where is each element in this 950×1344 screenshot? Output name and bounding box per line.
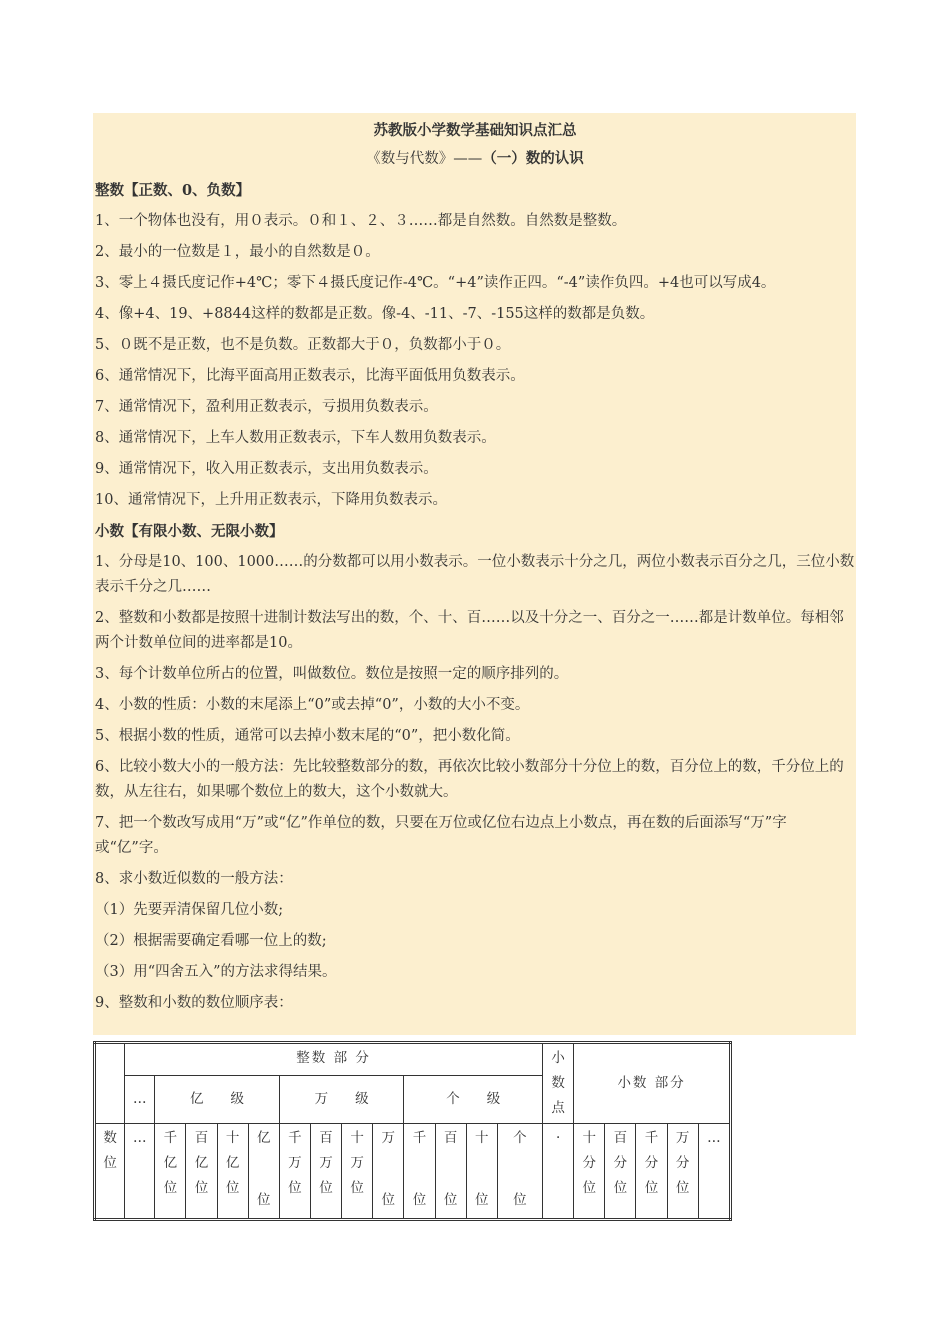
decimal-item-8-step-2: （2）根据需要确定看哪一位上的数; [95, 933, 327, 949]
decimal-item-2: 2、整数和小数都是按照十进制计数法写出的数，个、十、百……以及十分之一、百分之一……都是计数单位。每相邻两个计数单位间的进率都是10。 [95, 610, 844, 651]
place-cell: 万 位 [373, 1124, 404, 1220]
place-value-table [93, 1041, 732, 1221]
place-cell: … [698, 1124, 730, 1220]
decimal-item-1: 1、分母是10、100、1000……的分数都可以用小数表示。一位小数表示十分之几，两位小数表示百分之几，三位小数表示千分之几…… [95, 554, 855, 595]
subtitle-chapter: （一）数的认识 [482, 150, 584, 167]
row-label-places: 数 位 [95, 1124, 125, 1220]
decimal-item-8-step-1: （1）先要弄清保留几位小数; [95, 902, 284, 918]
integer-item-3: 3、零上４摄氏度记作+4℃；零下４摄氏度记作-4℃。“+4”读作正四。“-4”读作负四。+4也可以写成4。 [95, 275, 776, 291]
place-cell: 个 位 [497, 1124, 542, 1220]
integer-item-4: 4、像+4、19、+8844这样的数都是正数。像-4、-11、-7、-155这样的数都是负数。 [95, 306, 655, 322]
section-heading-integers: 整数【正数、0、负数】 [95, 182, 251, 199]
place-cell: 十 位 [466, 1124, 497, 1220]
integer-item-9: 9、通常情况下，收入用正数表示，支出用负数表示。 [95, 461, 438, 477]
table-corner-cell [95, 1043, 125, 1124]
integer-part-header: 整数 部 分 [125, 1043, 543, 1076]
place-cell: … [125, 1124, 155, 1220]
integer-item-7: 7、通常情况下，盈利用正数表示，亏损用负数表示。 [95, 399, 438, 415]
integer-item-10: 10、通常情况下，上升用正数表示，下降用负数表示。 [95, 492, 447, 508]
place-cell: 千 亿 位 [155, 1124, 186, 1220]
place-cell: 千 分 位 [636, 1124, 667, 1220]
decimal-point-cell: · [543, 1124, 574, 1220]
place-cell: 百 分 位 [605, 1124, 636, 1220]
decimal-item-4: 4、小数的性质：小数的末尾添上“0”或去掉“0”，小数的大小不变。 [95, 697, 530, 713]
place-cell: 千 万 位 [279, 1124, 310, 1220]
document-body [95, 113, 855, 1022]
decimal-item-6: 6、比较小数大小的一般方法：先比较整数部分的数，再依次比较小数部分十分位上的数，百分位上的数，千分位上的数，从左往右，如果哪个数位上的数大，这个小数就大。 [95, 759, 844, 800]
integer-item-2: 2、最小的一位数是１，最小的自然数是０。 [95, 244, 380, 260]
document-subtitle [95, 146, 855, 172]
place-cell: 千 位 [404, 1124, 435, 1220]
decimal-part-header: 小数 部分 [574, 1043, 731, 1124]
decimal-item-8-step-3: （3）用“四舍五入”的方法求得结果。 [95, 964, 337, 980]
decimal-item-8: 8、求小数近似数的一般方法： [95, 871, 293, 887]
decimal-point-header: 小 数 点 [543, 1043, 574, 1124]
place-cell: 百 位 [435, 1124, 466, 1220]
place-cell: 亿 位 [248, 1124, 279, 1220]
place-cell: 十 分 位 [574, 1124, 605, 1220]
class-wan: 万 级 [279, 1076, 404, 1124]
place-cell: 万 分 位 [667, 1124, 698, 1220]
decimal-item-7: 7、把一个数改写成用“万”或“亿”作单位的数，只要在万位或亿位右边点上小数点，再在数的后面添写“万”字或“亿”字。 [95, 815, 787, 856]
class-ge: 个 级 [404, 1076, 543, 1124]
place-cell: 十 万 位 [342, 1124, 373, 1220]
subtitle-prefix: 《数与代数》—— [366, 151, 483, 167]
place-cell: 十 亿 位 [217, 1124, 248, 1220]
decimal-item-9: 9、整数和小数的数位顺序表： [95, 995, 293, 1011]
integer-item-5: 5、０既不是正数，也不是负数。正数都大于０，负数都小于０。 [95, 337, 511, 353]
section-heading-decimals: 小数【有限小数、无限小数】 [95, 523, 284, 540]
class-yi: 亿 级 [155, 1076, 280, 1124]
class-ellipsis: … [125, 1076, 155, 1124]
decimal-item-5: 5、根据小数的性质，通常可以去掉小数末尾的“0”，把小数化简。 [95, 728, 520, 744]
place-cell: 百 万 位 [310, 1124, 341, 1220]
integer-item-1: 1、一个物体也没有，用０表示。０和１、２、３……都是自然数。自然数是整数。 [95, 213, 627, 229]
integer-item-6: 6、通常情况下，比海平面高用正数表示，比海平面低用负数表示。 [95, 368, 525, 384]
integer-item-8: 8、通常情况下，上车人数用正数表示，下车人数用负数表示。 [95, 430, 496, 446]
document-title: 苏教版小学数学基础知识点汇总 [373, 122, 577, 139]
place-cell: 百 亿 位 [186, 1124, 217, 1220]
decimal-item-3: 3、每个计数单位所占的位置，叫做数位。数位是按照一定的顺序排列的。 [95, 666, 569, 682]
